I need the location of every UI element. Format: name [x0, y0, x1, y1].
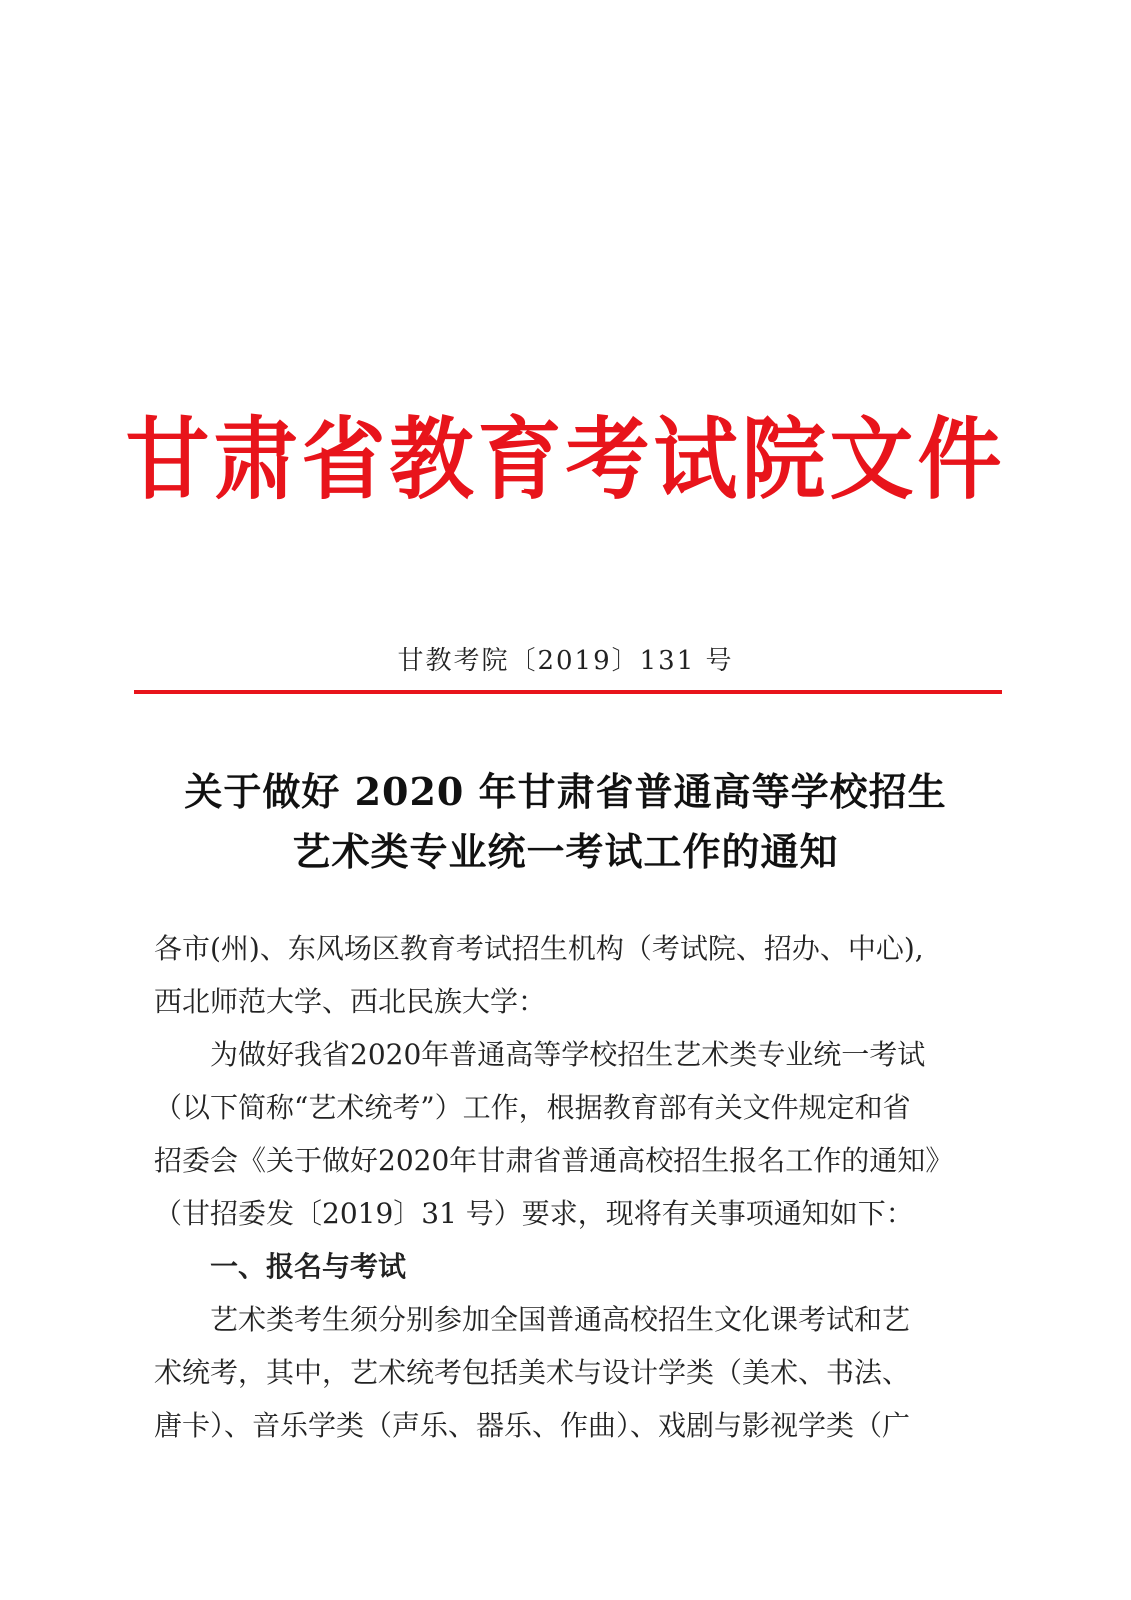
notice-title-line-2: 艺术类专业统一考试工作的通知 [292, 829, 839, 874]
paragraph-1-line-1: 为做好我省2020年普通高等学校招生艺术类专业统一考试 [210, 1038, 926, 1071]
section-1-heading: 一、报名与考试 [210, 1250, 407, 1283]
paragraph-1-line-3: 招委会《关于做好2020年甘肃省普通高校招生报名工作的通知》 [154, 1144, 954, 1177]
paragraph-2-line-3: 唐卡）、音乐学类（声乐、器乐、作曲）、戏剧与影视学类（广 [154, 1409, 911, 1442]
paragraph-1-line-4: （甘招委发〔2019〕31 号）要求，现将有关事项通知如下： [154, 1197, 914, 1230]
red-divider-line [134, 690, 1002, 694]
document-number: 甘教考院〔2019〕131 号 [397, 646, 734, 676]
notice-body [154, 922, 996, 1452]
addressee-line-2: 西北师范大学、西北民族大学： [154, 985, 547, 1018]
notice-title-line-1: 关于做好 2020 年甘肃省普通高等学校招生 [184, 769, 947, 814]
addressee-line-1: 各市(州)、东风场区教育考试招生机构（考试院、招办、中心), [154, 932, 924, 965]
notice-title [0, 762, 1131, 882]
masthead-title: 甘肃省教育考试院文件 [125, 408, 1006, 512]
paragraph-2-line-1: 艺术类考生须分别参加全国普通高校招生文化课考试和艺 [210, 1303, 911, 1336]
paragraph-2-line-2: 术统考，其中，艺术统考包括美术与设计学类（美术、书法、 [154, 1356, 911, 1389]
paragraph-1-line-2: （以下简称“艺术统考”）工作，根据教育部有关文件规定和省 [154, 1091, 911, 1124]
